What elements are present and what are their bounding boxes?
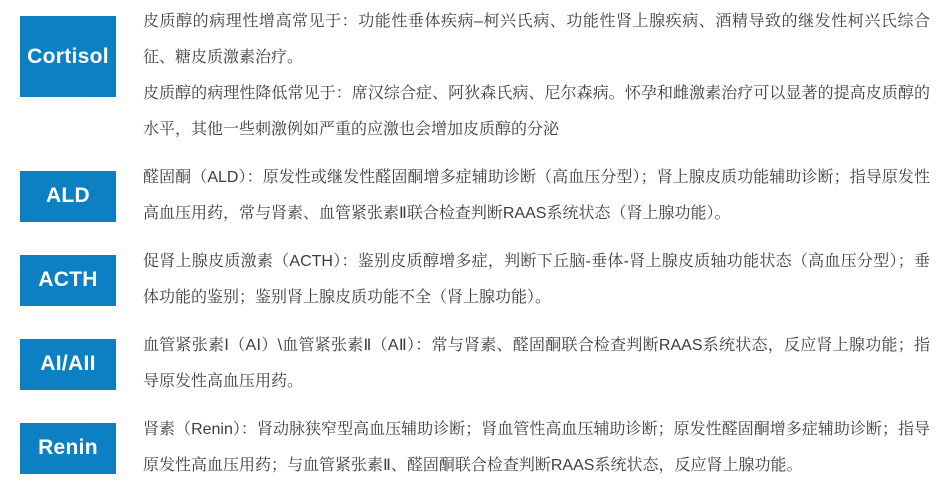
cortisol-label: Cortisol — [27, 44, 109, 68]
row-acth — [20, 244, 930, 316]
acth-label-badge — [20, 255, 116, 306]
cortisol-paragraph-increase: 皮质醇的病理性增高常见于：功能性垂体疾病–柯兴氏病、功能性肾上腺疾病、酒精导致的继发性柯兴氏综合征、糖皮质激素治疗。 — [143, 13, 930, 66]
ai-aii-label-badge — [20, 339, 116, 390]
ald-paragraph: 醛固酮（ALD）：原发性或继发性醛固酮增多症辅助诊断（高血压分型）；肾上腺皮质功能辅助诊断；指导原发性高血压用药，常与肾素、血管紧张素Ⅱ联合检查判断RAAS系统状态（肾上腺功能）。 — [143, 169, 930, 222]
row-renin — [20, 412, 930, 484]
ai-aii-description — [143, 328, 930, 400]
acth-paragraph: 促肾上腺皮质激素（ACTH）：鉴别皮质醇增多症，判断下丘脑-垂体-肾上腺皮质轴功能状态（高血压分型）；垂体功能的鉴别；鉴别肾上腺皮质功能不全（肾上腺功能）。 — [143, 253, 930, 306]
cortisol-description — [143, 4, 930, 148]
ald-label: ALD — [45, 184, 91, 207]
ai-aii-paragraph: 血管紧张素Ⅰ（AⅠ）\血管紧张素Ⅱ（AⅡ）：常与肾素、醛固酮联合检查判断RAAS系统状态，反应肾上腺功能；指导原发性高血压用药。 — [143, 337, 930, 390]
renin-label: Renin — [38, 436, 98, 459]
ald-label-badge — [20, 171, 116, 222]
ai-aii-label: AI/AII — [40, 352, 96, 375]
acth-description — [143, 244, 930, 316]
row-cortisol — [20, 4, 930, 148]
row-ald — [20, 160, 930, 232]
renin-label-badge — [20, 423, 116, 474]
ald-description — [143, 160, 930, 232]
renin-paragraph: 肾素（Renin）：肾动脉狭窄型高血压辅助诊断；肾血管性高血压辅助诊断；原发性醛固酮增多症辅助诊断；指导原发性高血压用药；与血管紧张素Ⅱ、醛固酮联合检查判断RAAS系统状态，反应肾上腺功能。 — [143, 421, 930, 474]
renin-description — [143, 412, 930, 484]
cortisol-paragraph-decrease: 皮质醇的病理性降低常见于：席汉综合症、阿狄森氏病、尼尔森病。怀孕和雌激素治疗可以显著的提高皮质醇的水平，其他一些刺激例如严重的应激也会增加皮质醇的分泌 — [143, 85, 930, 138]
cortisol-label-badge — [20, 16, 116, 97]
acth-label: ACTH — [38, 268, 98, 291]
row-ai-aii — [20, 328, 930, 400]
